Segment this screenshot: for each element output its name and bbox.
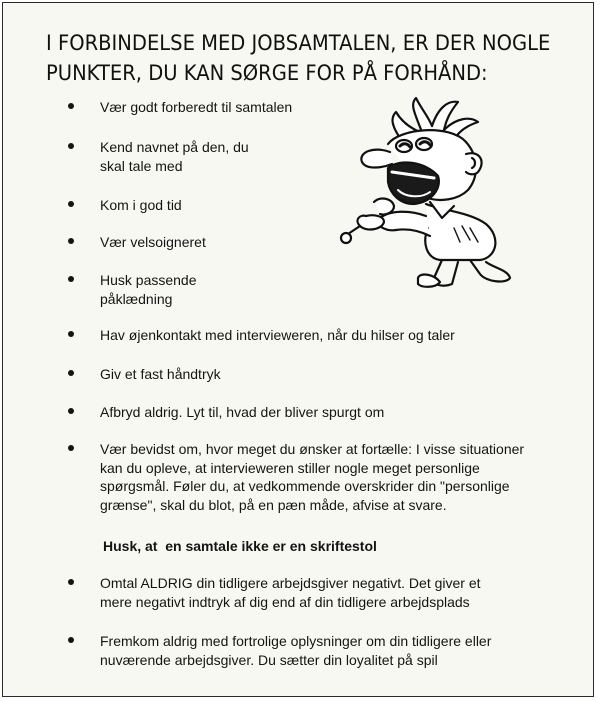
bullet xyxy=(68,276,74,282)
bullet xyxy=(68,370,74,376)
bullet xyxy=(68,445,74,451)
list-item-text: Giv et fast håndtryk xyxy=(100,366,221,382)
note-heading: Husk, at en samtale ikke er en skriftestol xyxy=(103,538,377,554)
bullet xyxy=(68,331,74,337)
bullet xyxy=(68,143,74,149)
title-line-1: I FORBINDELSE MED JOBSAMTALEN, ER DER NOGLE xyxy=(46,31,551,55)
list-item-text: Kom i god tid xyxy=(100,197,182,213)
bullet xyxy=(68,408,74,414)
list-item-text: Vær velsoigneret xyxy=(100,234,206,250)
list-item-text: Hav øjenkontakt med intervieweren, når du hilser og taler xyxy=(100,327,455,343)
list-item-text: Fremkom aldrig med fortrolige oplysninger om din tidligere eller nuværende arbejdsgiver. Du sætter din loyalitet på spil xyxy=(100,633,492,668)
bullet xyxy=(68,637,74,643)
bullet xyxy=(68,579,74,585)
list-item-text: Husk passende påklædning xyxy=(100,272,197,307)
list-item-text: Vær bevidst om, hvor meget du ønsker at fortælle: I visse situationer kan du opleve, at intervieweren stiller nogle meget personlige spørgsmål. Føler du, at vedkommende overskrider din "personlige grænse", skal du blot, på en pæn måde, afvise at svare. xyxy=(100,441,525,513)
bullet xyxy=(68,201,74,207)
list-item-text: Vær godt forberedt til samtalen xyxy=(100,99,293,115)
list-item-text: Omtal ALDRIG din tidligere arbejdsgiver negativt. Det giver et mere negativt indtryk af dig end af din tidligere arbejdsplads xyxy=(100,575,481,610)
page-title xyxy=(46,28,551,88)
title-line-2: PUNKTER, DU KAN SØRGE FOR PÅ FORHÅND: xyxy=(46,61,488,85)
cartoon-illustration xyxy=(330,92,530,292)
bullet xyxy=(68,103,74,109)
list-item-text: Afbryd aldrig. Lyt til, hvad der bliver spurgt om xyxy=(100,404,385,420)
bullet xyxy=(68,238,74,244)
list-item-text: Kend navnet på den, du skal tale med xyxy=(100,139,249,174)
